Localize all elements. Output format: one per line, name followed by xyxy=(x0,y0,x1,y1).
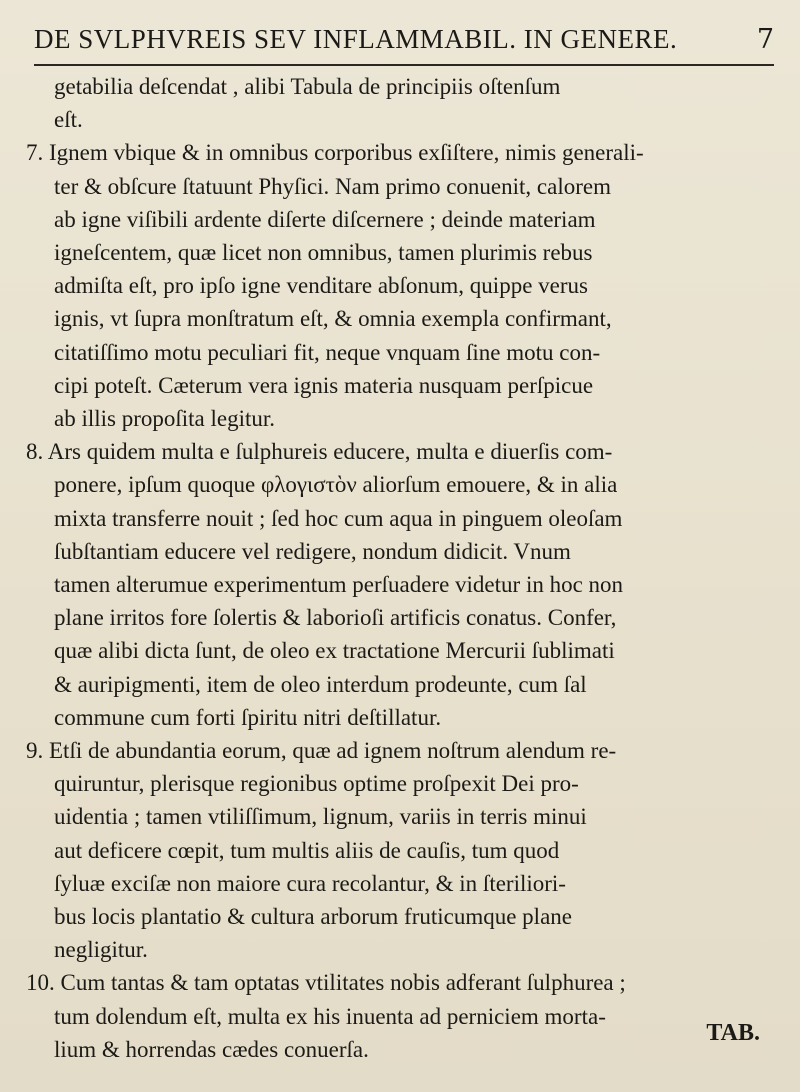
text-line: quiruntur, plerisque regionibus optime proſpexit Dei pro- xyxy=(54,771,579,797)
text-line: ignis, vt ſupra monſtratum eſt, & omnia exempla confirmant, xyxy=(54,306,612,332)
catchword: TAB. xyxy=(706,1020,760,1046)
text-line: aut deficere cœpit, tum multis aliis de cauſis, tum quod xyxy=(54,837,560,863)
header-rule xyxy=(34,64,774,66)
text-line: & auripigmenti, item de oleo interdum prodeunte, cum ſal xyxy=(54,671,587,697)
text-line: getabilia deſcendat , alibi Tabula de principiis oſtenſum xyxy=(54,74,561,99)
text-line: uidentia ; tamen vtiliſſimum, lignum, variis in terris minui xyxy=(54,804,587,830)
text-line: plane irritos fore ſolertis & laborioſi artificis conatus. Confer, xyxy=(54,605,617,631)
body-text xyxy=(26,70,774,1066)
running-head-title: DE SVLPHVREIS SEV INFLAMMABIL. IN GENERE. xyxy=(34,24,678,54)
text-line: commune cum forti ſpiritu nitri deſtillatur. xyxy=(54,704,442,730)
text-line: 8. Ars quidem multa e ſulphureis educere, multa e diuerſis com- xyxy=(26,439,613,465)
text-line: 7. Ignem vbique & in omnibus corporibus exſiſtere, nimis generali- xyxy=(26,140,644,166)
text-line: tum dolendum eſt, multa ex his inuenta ad perniciem morta- xyxy=(54,1003,606,1029)
text-line: ſubſtantiam educere vel redigere, nondum didicit. Vnum xyxy=(54,538,571,564)
text-line: cipi poteſt. Cæterum vera ignis materia nusquam perſpicue xyxy=(54,372,594,398)
text-line: admiſta eſt, pro ipſo igne venditare abſonum, quippe verus xyxy=(54,273,588,299)
text-line: lium & horrendas cædes conuerſa. xyxy=(54,1036,369,1062)
text-line: ab illis propoſita legitur. xyxy=(54,406,276,432)
text-line: ter & obſcure ſtatuunt Phyſici. Nam primo conuenit, calorem xyxy=(54,173,611,199)
text-line: citatiſſimo motu peculiari fit, neque vnquam ſine motu con- xyxy=(54,339,601,365)
text-line: mixta transferre nouit ; ſed hoc cum aqua in pinguem oleoſam xyxy=(54,505,623,531)
text-line: tamen alterumue experimentum perſuadere videtur in hoc non xyxy=(54,572,624,598)
running-head xyxy=(34,20,774,60)
text-line: 10. Cum tantas & tam optatas vtilitates nobis adferant ſulphurea ; xyxy=(26,970,626,996)
text-line: ſyluæ exciſæ non maiore cura recolantur, & in ſteriliori- xyxy=(54,870,566,896)
text-line: quæ alibi dicta ſunt, de oleo ex tractatione Mercurii ſublimati xyxy=(54,638,615,664)
page-number: 7 xyxy=(756,24,774,55)
text-line: eſt. xyxy=(54,107,83,133)
text-line: bus locis plantatio & cultura arborum fruticumque plane xyxy=(54,904,572,930)
text-line: igneſcentem, quæ licet non omnibus, tamen plurimis rebus xyxy=(54,240,593,266)
text-line: negligitur. xyxy=(54,937,148,963)
text-line: ponere, ipſum quoque φλογιστὸν aliorſum emouere, & in alia xyxy=(54,472,618,498)
text-line: 9. Etſi de abundantia eorum, quæ ad ignem noſtrum alendum re- xyxy=(26,738,617,764)
text-line: ab igne viſibili ardente diſerte diſcernere ; deinde materiam xyxy=(54,206,596,232)
